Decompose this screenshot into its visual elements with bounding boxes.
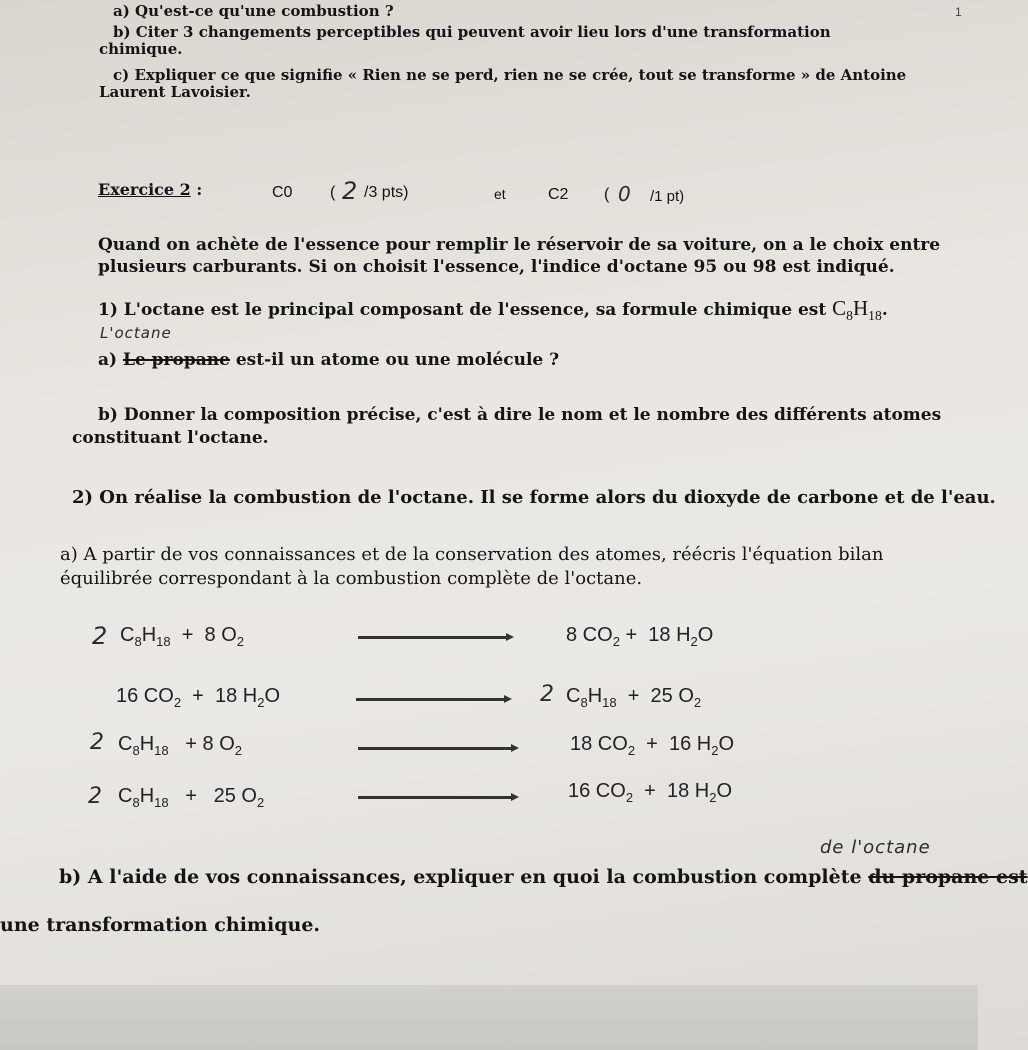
formula-h: H (853, 296, 869, 320)
question-1-text (98, 296, 888, 324)
exercice-2-colon: : (196, 180, 203, 199)
question-2b-line2: une transformation chimique. (0, 914, 321, 936)
et-word: et (494, 186, 506, 202)
question-1a-prefix: a) (98, 350, 118, 370)
eq3-arrow (358, 747, 513, 750)
c0-label: C0 (272, 184, 293, 201)
question-1b-line1-ex2: b) Donner la composition précise, c'est à dire le nom et le nombre des différents atomes (98, 405, 942, 425)
question-1a (98, 350, 559, 370)
question-2a-line1: a) A partir de vos connaissances et de la conservation des atomes, réécris l'équation bilan (60, 544, 884, 565)
eq4-right: 16 $CO_2 + 18$ $H_2O$ (568, 780, 732, 805)
exercice-2-header (98, 180, 202, 199)
eq2-arrow (356, 698, 506, 701)
eq3-right: 18 $CO_2 + 16$ $H_2O$ (570, 733, 734, 758)
question-1b-line2-ex2: constituant l'octane. (72, 428, 269, 448)
question-2-text: 2) On réalise la combustion de l'octane. Il se forme alors du dioxyde de carbone et de l'eau. (72, 487, 996, 508)
question-1a-rest: est-il un atome ou une molécule ? (235, 350, 560, 370)
eq2-left: 16 $CO_2 + 18$ $H_2O$ (116, 685, 280, 710)
question-1c-line2: Laurent Lavoisier. (99, 83, 251, 101)
handwritten-de-loctane: de l'octane (820, 837, 931, 858)
question-1b-line2: chimique. (99, 40, 183, 58)
eq2-coef-handwritten: 2 (540, 682, 554, 707)
c0-total: /3 pts) (364, 184, 409, 201)
intro-line1: Quand on achète de l'essence pour remplir le réservoir de sa voiture, on a le choix entre (98, 235, 941, 255)
c2-open-paren: ( (604, 186, 610, 203)
exercice-2-title: Exercice 2 (98, 180, 191, 199)
question-1b-line1: b) Citer 3 changements perceptibles qui peuvent avoir lieu lors d'une transformation (113, 23, 831, 41)
formula-c-sub: 8 (846, 308, 853, 324)
eq3-left: $C_8H_{18} + 8$ $O_2$ (118, 733, 242, 758)
page-bottom-edge (0, 985, 978, 1050)
c0-score-handwritten: 2 (342, 177, 358, 205)
question-1c-line1: c) Expliquer ce que signifie « Rien ne se perd, rien ne se crée, tout se transforme » de Antoine (113, 66, 907, 84)
page-number: 1 (955, 5, 962, 19)
eq1-right: 8 $CO_2 + 18$ $H_2O$ (566, 624, 714, 649)
eq3-coef-handwritten: 2 (90, 730, 104, 755)
formula-end: . (881, 300, 888, 320)
formula-h-sub: 18 (868, 308, 882, 324)
struck-du-propane-est: du propane est (868, 866, 1028, 888)
eq4-arrow (358, 796, 513, 799)
eq1-arrow (358, 636, 508, 639)
intro-line2: plusieurs carburants. Si on choisit l'essence, l'indice d'octane 95 ou 98 est indiqué. (98, 257, 895, 277)
eq1-coef-handwritten: 2 (92, 622, 108, 650)
c2-label: C2 (548, 186, 569, 203)
c0-open-paren: ( (330, 184, 336, 201)
eq4-coef-handwritten: 2 (88, 784, 102, 809)
eq1-left: $C_8H_{18} + 8$ $O_2$ (120, 624, 244, 649)
question-2a-line2: équilibrée correspondant à la combustion complète de l'octane. (60, 568, 643, 589)
handwritten-octane-correction: L'octane (100, 324, 172, 342)
c2-score-handwritten: 0 (618, 182, 631, 206)
formula-c: C (832, 296, 847, 320)
question-1-sentence: 1) L'octane est le principal composant de l'essence, sa formule chimique est (98, 300, 827, 320)
question-2b-line1 (59, 866, 1028, 888)
question-1a: a) Qu'est-ce qu'une combustion ? (113, 2, 394, 20)
c2-total: /1 pt) (650, 188, 685, 205)
eq2-right: $C_8H_{18} + 25$ $O_2$ (566, 685, 702, 710)
struck-propane: Le propane (122, 350, 230, 370)
eq4-left: $C_8H_{18} + 25$ $O_2$ (118, 785, 265, 810)
octane-formula (832, 296, 882, 324)
question-2b-prefix: b) A l'aide de vos connaissances, expliquer en quoi la combustion complète (59, 866, 862, 888)
